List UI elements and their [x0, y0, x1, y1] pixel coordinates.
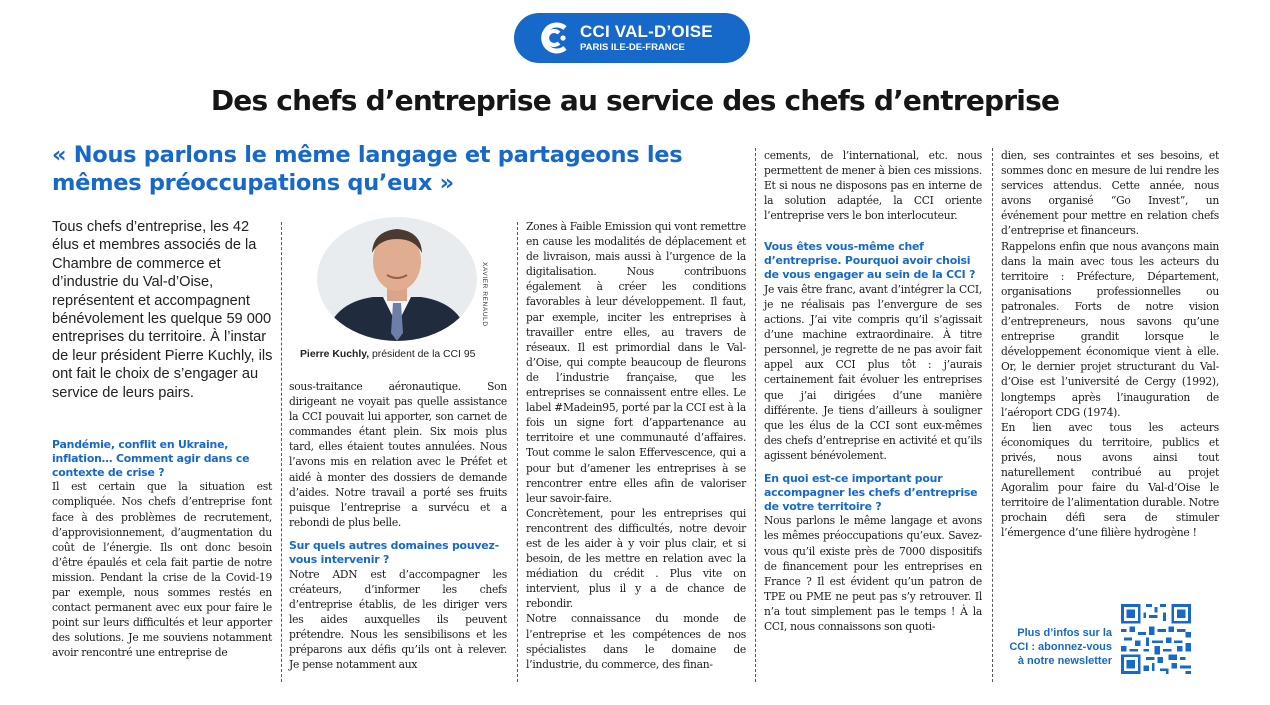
interview-question: Vous êtes vous-même chef d’entreprise. Pourquoi avoir choisi de vous engager au sein de la CCI ? — [764, 240, 976, 282]
answer-paragraph: En lien avec tous les acteurs économiques du territoire, publics et privés, nous avons ainsi tout naturellement contribué au projet Agoralim pour faire du Val-d’Oise le territoire de l’alimentation durable. Notre prochain défi sera de stimuler l’émergence d’une filière hydrogène ! — [1001, 420, 1219, 540]
interview-question: Pandémie, conflit en Ukraine, inflation… Comment agir dans ce contexte de crise ? — [52, 438, 250, 479]
answer-paragraph: sous-traitance aéronautique. Son dirigeant ne voyait pas quelle assistance la CCI pouvait lui apporter, son carnet de commandes étant plein. Six mois plus tard, elles étaient toutes annulées. Nous l’avons mis en relation avec le Préfet et aidé à monter des dossiers de demande d’aides. Notre travail a porté ses fruits puisque l’entreprise a survécu et a rebondi de plus belle. — [289, 380, 507, 529]
intro-paragraph: Tous chefs d’entreprise, les 42 élus et membres associés de la Chambre de commerce et d’industrie du Val-d’Oise, représentent et accompagnent bénévolement les quelque 59 000 entreprises du territoire. À l’instar de leur président Pierre Kuchly, ils ont fait le choix de s’engager au service de leurs pairs. — [52, 219, 273, 401]
pull-quote: « Nous parlons le même langage et partageons les mêmes préoccupations qu’eux » — [52, 142, 683, 196]
column-divider — [755, 148, 756, 682]
cci-logo-icon — [536, 20, 572, 56]
article-column-1 — [52, 438, 272, 661]
photo-credit: XAVIER RENAULD — [481, 262, 488, 327]
answer-paragraph: Il est certain que la situation est compliquée. Nos chefs d’entreprise font face à des problèmes de recrutement, d’approvisionnement, d’augmentation du coût de l’énergie. Ils ont donc besoin d’être épaulés et cela fait partie de notre mission. Pendant la crise de la Covid-19 par exemple, nous sommes restés en contact permanent avec eux pour faire le point sur leurs difficultés et leur apporter des solutions. Je me souviens notamment avoir rencontré une entreprise de — [52, 480, 272, 660]
answer-paragraph: Je vais être franc, avant d’intégrer la CCI, je ne réalisais pas l’envergure de ses actions. J’ai vite compris qu’il s’agissait d’une machine extraordinaire. À titre personnel, je regrette de ne pas avoir fait appel aux CCI plus tôt : j’aurais certainement fait évoluer les entreprises que j’ai dirigées d’une manière différente. Je tiens d’ailleurs à souligner que les élus de la CCI sont eux-mêmes des chefs d’entreprise en activité et qu’ils agissent bénévolement. — [764, 282, 982, 462]
column-divider — [281, 222, 282, 682]
column-divider — [992, 148, 993, 682]
photo-caption — [300, 349, 475, 360]
article-column-4 — [764, 148, 982, 634]
column-divider — [517, 222, 518, 682]
answer-paragraph: Concrètement, pour les entreprises qui rencontrent des difficultés, notre devoir est de les aider à y voir plus clair, et si besoin, de les mettre en relation avec la médiation du crédit . Plus vite on intervient, plus il y a de chance de rebondir. — [526, 506, 746, 611]
interview-question: En quoi est-ce important pour accompagner les chefs d’entreprise de votre territoire ? — [764, 471, 978, 513]
caption-name: Pierre Kuchly, — [300, 349, 370, 360]
logo-name: CCI VAL-D’OISE — [580, 22, 713, 42]
logo-subtitle: PARIS ILE-DE-FRANCE — [580, 42, 685, 54]
interview-question: Sur quels autres domaines pouvez-vous intervenir ? — [289, 538, 499, 566]
answer-paragraph: Rappelons enfin que nous avançons main dans la main avec tous les acteurs du territoire : Préfecture, Département, organisations professionnelles ou patronales. Forts de notre vision d’entrepreneurs, nous savons qu’une entreprise grandit lorsque le développement économique vient à elle. Or, le dernier projet structurant du Val-d’Oise est l’université de Cergy (1992), longtemps après l’inauguration de l’aéroport CDG (1974). — [1001, 239, 1219, 419]
newsletter-cta[interactable]: Plus d’infos sur la CCI : abonnez-vous à notre newsletter — [1009, 627, 1112, 667]
answer-paragraph: Zones à Faible Emission qui vont remettre en cause les modalités de déplacement et de livraison, mais aussi à l’urgence de la digitalisation. Nous contribuons également à créer les conditions favorables à leur développement. Il faut, par exemple, inciter les entreprises à travailler entre elles, au travers de réseaux. Il est primordial dans le Val-d’Oise, qui compte beaucoup de fleurons de l’industrie française, que les entreprises se connaissent entre elles. Le label #Madein95, porté par la CCI est à la fois un signe fort d’appartenance au territoire et une communauté d’affaires. Tout comme le salon Effervescence, qui a pour but d’amener les entreprises à se rencontrer entre elles afin de valoriser leur savoir-faire. — [526, 220, 746, 505]
article-headline: Des chefs d’entreprise au service des chefs d’entreprise — [210, 84, 1060, 117]
qr-code-icon[interactable] — [1121, 604, 1191, 674]
answer-paragraph: Nous parlons le même langage et avons les mêmes préoccupations qu’eux. Savez-vous qu’il existe près de 7000 dispositifs de financement pour les entreprises en France ? Il est évident qu’un patron de TPE ou PME ne peut pas s’y retrouver. Il n’a tout simplement pas le temps ! À la CCI, nous connaissons son quoti- — [764, 514, 982, 634]
cci-logo-badge — [514, 13, 750, 63]
article-column-2 — [289, 379, 507, 672]
caption-role: président de la CCI 95 — [369, 349, 476, 360]
article-column-5 — [1001, 148, 1219, 540]
answer-paragraph: Notre connaissance du monde de l’entreprise et les compétences de nos spécialistes dans le domaine de l’industrie, du commerce, des finan- — [526, 612, 746, 671]
answer-paragraph: cements, de l’international, etc. nous permettent de mener à bien ces missions. Et si nous ne disposons pas en interne de la solution adaptée, la CCI oriente l’entreprise vers le bon interlocuteur. — [764, 149, 982, 223]
portrait-photo — [317, 217, 477, 341]
answer-paragraph: Notre ADN est d’accompagner les créateurs, d’informer les chefs d’entreprise établis, de les diriger vers les aides auxquelles ils peuvent prétendre. Nous les sensibilisons et les préparons aux défis qu’ils ont à relever. Je pense notamment aux — [289, 567, 507, 672]
article-column-3 — [526, 219, 746, 672]
answer-paragraph: dien, ses contraintes et ses besoins, et sommes donc en mesure de lui rendre les services attendus. Cette année, nous avons organisé “Go Invest”, un événement pour mettre en relation chefs d’entreprise et financeurs. — [1001, 149, 1219, 238]
